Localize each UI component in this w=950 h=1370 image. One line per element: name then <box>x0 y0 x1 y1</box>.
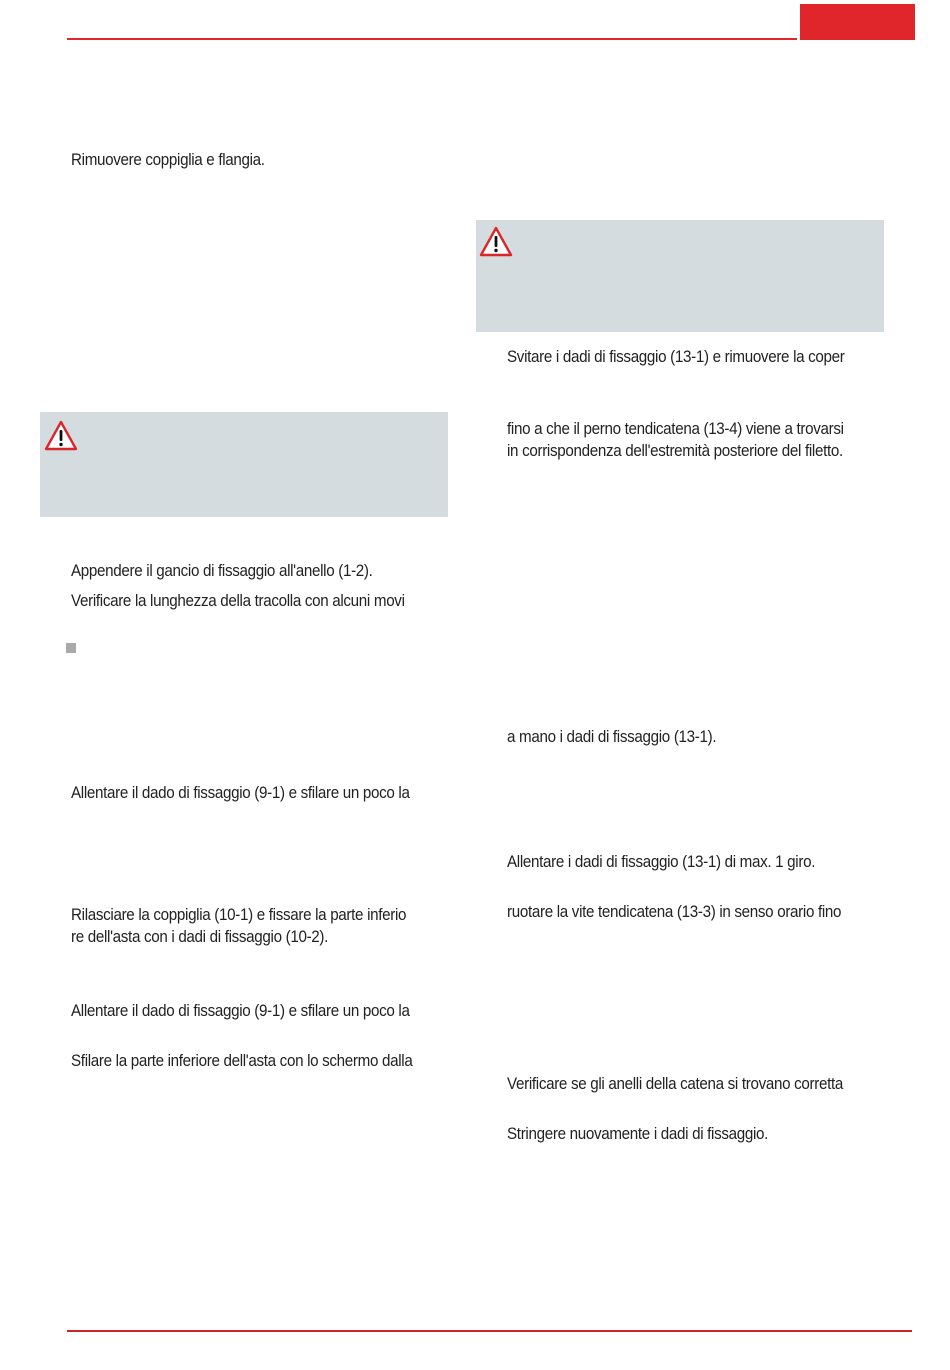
right-paragraph-rotate-screw: ruotare la vite tendicatena (13-3) in senso orario fino <box>507 903 842 921</box>
right-paragraph-retighten: Stringere nuovamente i dadi di fissaggio. <box>507 1125 769 1143</box>
left-warning-box <box>40 412 448 517</box>
left-paragraph-release-pin-line2: re dell'asta con i dadi di fissaggio (10-2). <box>71 928 329 946</box>
right-paragraph-tensioner-line2: in corrispondenza dell'estremità posteriore del filetto. <box>507 442 843 460</box>
left-paragraph-loosen-nut-1: Allentare il dado di fissaggio (9-1) e sfilare un poco la <box>71 784 410 802</box>
header-rule <box>67 38 797 40</box>
right-paragraph-tensioner-line1: fino a che il perno tendicatena (13-4) viene a trovarsi <box>507 420 844 438</box>
warning-triangle-icon <box>44 420 78 452</box>
left-paragraph-hook: Appendere il gancio di fissaggio all'anello (1-2). <box>71 562 373 580</box>
right-warning-box <box>476 220 884 332</box>
left-paragraph-strap: Verificare la lunghezza della tracolla con alcuni movi <box>71 592 405 610</box>
right-paragraph-loosen-one-turn: Allentare i dadi di fissaggio (13-1) di max. 1 giro. <box>507 853 816 871</box>
left-paragraph-release-pin-line1: Rilasciare la coppiglia (10-1) e fissare la parte inferio <box>71 906 407 924</box>
left-paragraph-loosen-nut-2: Allentare il dado di fissaggio (9-1) e sfilare un poco la <box>71 1002 410 1020</box>
left-paragraph-remove-pin: Rimuovere coppiglia e flangia. <box>71 151 265 169</box>
square-bullet-icon <box>66 643 76 653</box>
warning-triangle-icon <box>479 226 513 258</box>
right-paragraph-hand-tighten: a mano i dadi di fissaggio (13-1). <box>507 728 717 746</box>
right-paragraph-unscrew-nuts: Svitare i dadi di fissaggio (13-1) e rimuovere la coper <box>507 348 845 366</box>
right-paragraph-check-chain: Verificare se gli anelli della catena si trovano corretta <box>507 1075 844 1093</box>
footer-rule <box>67 1330 912 1332</box>
left-paragraph-remove-shaft: Sfilare la parte inferiore dell'asta con lo schermo dalla <box>71 1052 413 1070</box>
header-tab <box>800 4 915 40</box>
